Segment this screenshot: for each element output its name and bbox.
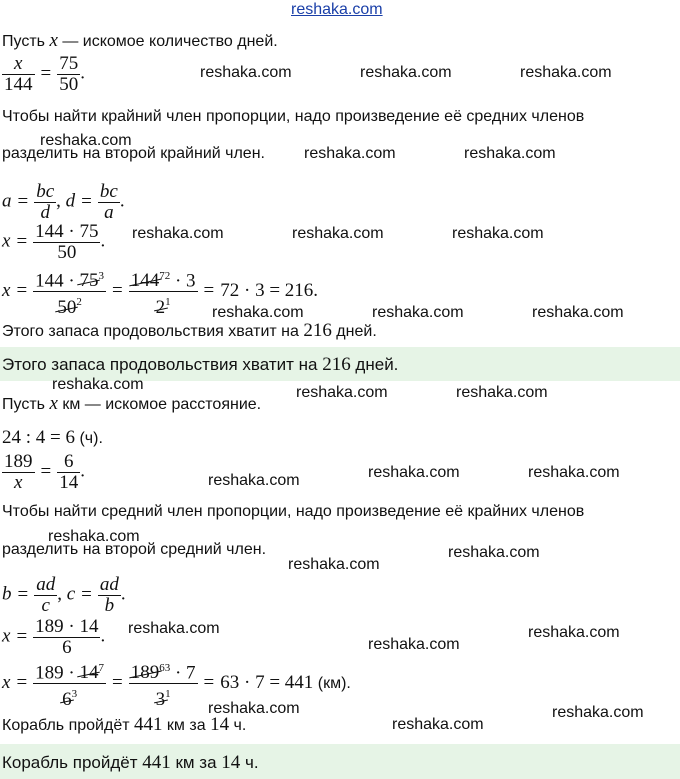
task1-proportion: $\frac{x}{144}$ = $\frac{75}{50}$ . bbox=[4, 53, 85, 95]
task2-answer: Корабль пройдёт 441 км за 14 ч. bbox=[2, 752, 259, 773]
watermark: reshaka.com bbox=[452, 225, 544, 242]
watermark: reshaka.com bbox=[128, 620, 220, 637]
task2-intro: Пусть x км — искомое расстояние. bbox=[2, 393, 262, 414]
watermark: reshaka.com bbox=[360, 64, 452, 81]
watermark: reshaka.com bbox=[464, 145, 556, 162]
watermark: reshaka.com bbox=[368, 636, 460, 653]
task1-conclusion: Этого запаса продовольствия хватит на 216 дней. bbox=[2, 320, 377, 341]
watermark: reshaka.com bbox=[448, 544, 540, 561]
watermark: reshaka.com bbox=[532, 304, 624, 321]
watermark: reshaka.com bbox=[296, 384, 388, 401]
task2-rule: Чтобы найти средний член пропорции, надо произведение её крайних членов bbox=[2, 503, 585, 520]
task1-calc2: x = $\frac{144 \cdot 75^3}{50^2}$ = $\frac{144^{72} \cdot 3}{2^1}$ = 72 · 3 = 216. bbox=[2, 266, 318, 318]
watermark: reshaka.com bbox=[520, 64, 612, 81]
task1-calc1: x = $\frac{144 \cdot 75}{50}$ . bbox=[2, 221, 106, 263]
task1-intro: Пусть x — искомое количество дней. bbox=[2, 30, 278, 51]
watermark: reshaka.com bbox=[292, 225, 384, 242]
task2-answer-box bbox=[0, 744, 680, 779]
watermark: reshaka.com bbox=[368, 464, 460, 481]
watermark: reshaka.com bbox=[40, 132, 132, 149]
task1-answer: Этого запаса продовольствия хватит на 216 дней. bbox=[2, 354, 399, 375]
watermark: reshaka.com bbox=[528, 624, 620, 641]
watermark: reshaka.com bbox=[208, 472, 300, 489]
watermark: reshaka.com bbox=[52, 376, 144, 393]
watermark: reshaka.com bbox=[392, 716, 484, 733]
watermark: reshaka.com bbox=[372, 304, 464, 321]
task2-calc2: x = $\frac{189 \cdot 14^7}{6^3}$ = $\frac{189^{63} \cdot 7}{3^1}$ = 63 · 7 = 441 (км). bbox=[2, 658, 351, 710]
watermark: reshaka.com bbox=[200, 64, 292, 81]
watermark: reshaka.com bbox=[456, 384, 548, 401]
site-watermark-link[interactable]: reshaka.com bbox=[291, 1, 383, 18]
task2-formula: b = $\frac{ad}{c}$ , c = $\frac{ad}{b}$ . bbox=[2, 574, 126, 616]
task1-rule2: разделить на второй крайний член. bbox=[2, 145, 265, 162]
watermark: reshaka.com bbox=[304, 145, 396, 162]
watermark: reshaka.com bbox=[132, 225, 224, 242]
task2-speed: 24 : 4 = 6 (ч). bbox=[2, 427, 103, 448]
watermark: reshaka.com bbox=[48, 528, 140, 545]
watermark: reshaka.com bbox=[528, 464, 620, 481]
task2-rule2: разделить на второй средний член. bbox=[2, 541, 267, 558]
task2-proportion: $\frac{189}{x}$ = $\frac{6}{14}$ . bbox=[4, 451, 85, 493]
task2-conclusion: Корабль пройдёт 441 км за 14 ч. bbox=[2, 714, 247, 735]
task2-calc1: x = $\frac{189 \cdot 14}{6}$ . bbox=[2, 616, 106, 658]
watermark: reshaka.com bbox=[288, 556, 380, 573]
watermark: reshaka.com bbox=[208, 700, 300, 717]
watermark: reshaka.com bbox=[212, 304, 304, 321]
watermark: reshaka.com bbox=[552, 704, 644, 721]
task1-rule: Чтобы найти крайний член пропорции, надо произведение её средних членов bbox=[2, 108, 585, 125]
task1-formula: a = $\frac{bc}{d}$ , d = $\frac{bc}{a}$ . bbox=[2, 181, 125, 223]
